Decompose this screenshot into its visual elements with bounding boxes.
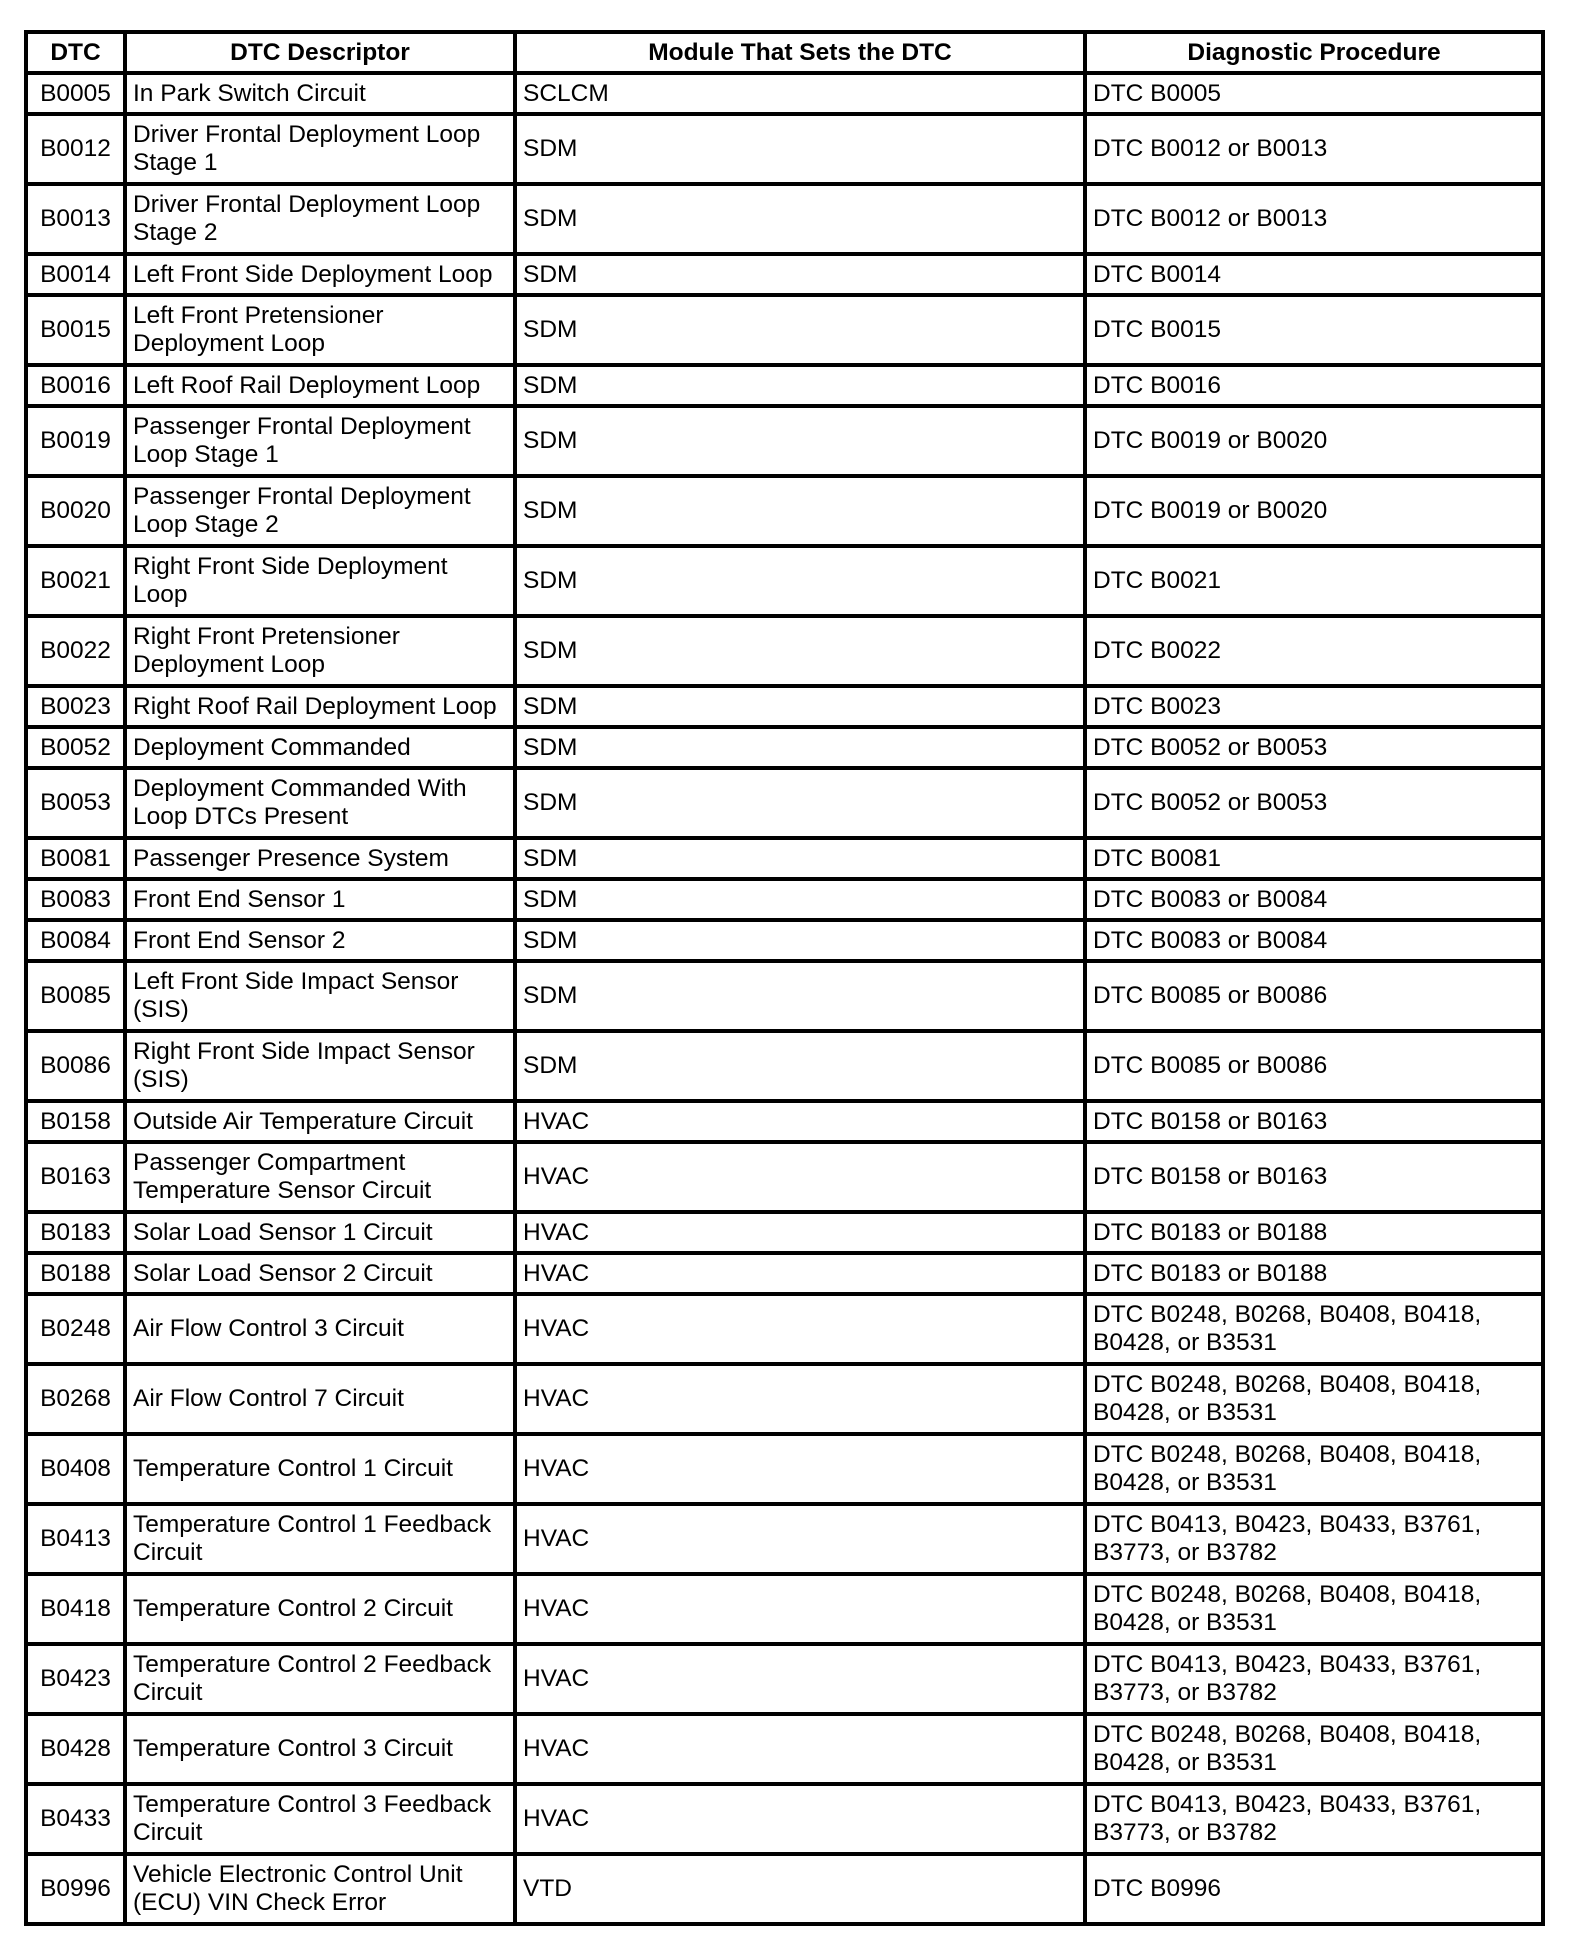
- module-cell: SDM: [515, 616, 1085, 686]
- table-row: [26, 1031, 1543, 1101]
- diagnostic-procedure-cell: DTC B0158 or B0163: [1085, 1101, 1543, 1142]
- module-cell: SDM: [515, 365, 1085, 406]
- module-cell: SDM: [515, 920, 1085, 961]
- dtc-code-cell: B0158: [26, 1101, 125, 1142]
- dtc-code-cell: B0019: [26, 406, 125, 476]
- module-cell: HVAC: [515, 1364, 1085, 1434]
- dtc-descriptor-cell: Vehicle Electronic Control Unit (ECU) VIN Check Error: [125, 1854, 515, 1924]
- dtc-code-cell: B0423: [26, 1644, 125, 1714]
- dtc-code-cell: B0013: [26, 184, 125, 254]
- diagnostic-procedure-cell: DTC B0248, B0268, B0408, B0418, B0428, or B3531: [1085, 1714, 1543, 1784]
- diagnostic-procedure-cell: DTC B0413, B0423, B0433, B3761, B3773, or B3782: [1085, 1784, 1543, 1854]
- module-cell: HVAC: [515, 1212, 1085, 1253]
- module-cell: HVAC: [515, 1504, 1085, 1574]
- table-row: [26, 1294, 1543, 1364]
- module-cell: HVAC: [515, 1294, 1085, 1364]
- dtc-descriptor-cell: Air Flow Control 3 Circuit: [125, 1294, 515, 1364]
- module-cell: VTD: [515, 1854, 1085, 1924]
- dtc-descriptor-cell: Passenger Frontal Deployment Loop Stage 2: [125, 476, 515, 546]
- dtc-code-cell: B0081: [26, 838, 125, 879]
- dtc-descriptor-cell: Solar Load Sensor 2 Circuit: [125, 1253, 515, 1294]
- module-cell: HVAC: [515, 1644, 1085, 1714]
- module-cell: SDM: [515, 295, 1085, 365]
- dtc-descriptor-cell: In Park Switch Circuit: [125, 73, 515, 114]
- diagnostic-procedure-cell: DTC B0248, B0268, B0408, B0418, B0428, or B3531: [1085, 1574, 1543, 1644]
- diagnostic-procedure-cell: DTC B0081: [1085, 838, 1543, 879]
- module-cell: SDM: [515, 406, 1085, 476]
- dtc-code-cell: B0996: [26, 1854, 125, 1924]
- table-row: [26, 768, 1543, 838]
- header-descriptor: DTC Descriptor: [125, 32, 515, 73]
- module-cell: SDM: [515, 114, 1085, 184]
- table-row: [26, 406, 1543, 476]
- table-row: [26, 1253, 1543, 1294]
- diagnostic-procedure-cell: DTC B0183 or B0188: [1085, 1253, 1543, 1294]
- module-cell: SDM: [515, 727, 1085, 768]
- dtc-descriptor-cell: Driver Frontal Deployment Loop Stage 2: [125, 184, 515, 254]
- module-cell: SDM: [515, 476, 1085, 546]
- dtc-descriptor-cell: Outside Air Temperature Circuit: [125, 1101, 515, 1142]
- table-row: [26, 73, 1543, 114]
- diagnostic-procedure-cell: DTC B0248, B0268, B0408, B0418, B0428, or B3531: [1085, 1434, 1543, 1504]
- diagnostic-procedure-cell: DTC B0083 or B0084: [1085, 920, 1543, 961]
- table-row: [26, 1784, 1543, 1854]
- module-cell: SDM: [515, 768, 1085, 838]
- table-row: [26, 1101, 1543, 1142]
- diagnostic-procedure-cell: DTC B0413, B0423, B0433, B3761, B3773, or B3782: [1085, 1504, 1543, 1574]
- diagnostic-procedure-cell: DTC B0085 or B0086: [1085, 961, 1543, 1031]
- diagnostic-procedure-cell: DTC B0016: [1085, 365, 1543, 406]
- table-row: [26, 1434, 1543, 1504]
- diagnostic-procedure-cell: DTC B0248, B0268, B0408, B0418, B0428, or B3531: [1085, 1294, 1543, 1364]
- diagnostic-procedure-cell: DTC B0052 or B0053: [1085, 727, 1543, 768]
- table-row: [26, 961, 1543, 1031]
- dtc-code-cell: B0052: [26, 727, 125, 768]
- dtc-code-cell: B0014: [26, 254, 125, 295]
- dtc-descriptor-cell: Deployment Commanded With Loop DTCs Present: [125, 768, 515, 838]
- dtc-code-cell: B0248: [26, 1294, 125, 1364]
- header-row: [26, 32, 1543, 73]
- dtc-code-cell: B0428: [26, 1714, 125, 1784]
- diagnostic-procedure-cell: DTC B0158 or B0163: [1085, 1142, 1543, 1212]
- diagnostic-procedure-cell: DTC B0052 or B0053: [1085, 768, 1543, 838]
- table-row: [26, 1644, 1543, 1714]
- table-row: [26, 114, 1543, 184]
- dtc-descriptor-cell: Passenger Frontal Deployment Loop Stage 1: [125, 406, 515, 476]
- dtc-descriptor-cell: Right Roof Rail Deployment Loop: [125, 686, 515, 727]
- dtc-code-cell: B0005: [26, 73, 125, 114]
- table-row: [26, 476, 1543, 546]
- module-cell: HVAC: [515, 1101, 1085, 1142]
- module-cell: SDM: [515, 961, 1085, 1031]
- diagnostic-procedure-cell: DTC B0019 or B0020: [1085, 406, 1543, 476]
- table-row: [26, 727, 1543, 768]
- module-cell: SDM: [515, 184, 1085, 254]
- dtc-descriptor-cell: Deployment Commanded: [125, 727, 515, 768]
- module-cell: SCLCM: [515, 73, 1085, 114]
- diagnostic-procedure-cell: DTC B0015: [1085, 295, 1543, 365]
- header-dtc: DTC: [26, 32, 125, 73]
- dtc-code-cell: B0408: [26, 1434, 125, 1504]
- dtc-descriptor-cell: Right Front Side Impact Sensor (SIS): [125, 1031, 515, 1101]
- table-row: [26, 1714, 1543, 1784]
- module-cell: HVAC: [515, 1574, 1085, 1644]
- module-cell: SDM: [515, 686, 1085, 727]
- module-cell: SDM: [515, 879, 1085, 920]
- module-cell: SDM: [515, 1031, 1085, 1101]
- dtc-descriptor-cell: Right Front Side Deployment Loop: [125, 546, 515, 616]
- dtc-descriptor-cell: Passenger Compartment Temperature Sensor Circuit: [125, 1142, 515, 1212]
- dtc-descriptor-cell: Left Roof Rail Deployment Loop: [125, 365, 515, 406]
- dtc-code-cell: B0085: [26, 961, 125, 1031]
- dtc-code-cell: B0163: [26, 1142, 125, 1212]
- dtc-code-cell: B0188: [26, 1253, 125, 1294]
- diagnostic-procedure-cell: DTC B0022: [1085, 616, 1543, 686]
- table-row: [26, 254, 1543, 295]
- diagnostic-procedure-cell: DTC B0021: [1085, 546, 1543, 616]
- dtc-descriptor-cell: Front End Sensor 1: [125, 879, 515, 920]
- table-body: [26, 73, 1543, 1924]
- dtc-descriptor-cell: Driver Frontal Deployment Loop Stage 1: [125, 114, 515, 184]
- dtc-descriptor-cell: Temperature Control 3 Feedback Circuit: [125, 1784, 515, 1854]
- dtc-code-cell: B0053: [26, 768, 125, 838]
- dtc-code-cell: B0015: [26, 295, 125, 365]
- diagnostic-procedure-cell: DTC B0083 or B0084: [1085, 879, 1543, 920]
- table-row: [26, 616, 1543, 686]
- diagnostic-procedure-cell: DTC B0183 or B0188: [1085, 1212, 1543, 1253]
- module-cell: HVAC: [515, 1253, 1085, 1294]
- table-row: [26, 1574, 1543, 1644]
- table-row: [26, 1854, 1543, 1924]
- dtc-descriptor-cell: Temperature Control 1 Feedback Circuit: [125, 1504, 515, 1574]
- table-row: [26, 365, 1543, 406]
- diagnostic-procedure-cell: DTC B0023: [1085, 686, 1543, 727]
- dtc-code-cell: B0083: [26, 879, 125, 920]
- diagnostic-procedure-cell: DTC B0014: [1085, 254, 1543, 295]
- diagnostic-procedure-cell: DTC B0012 or B0013: [1085, 114, 1543, 184]
- module-cell: HVAC: [515, 1784, 1085, 1854]
- diagnostic-procedure-cell: DTC B0413, B0423, B0433, B3761, B3773, or B3782: [1085, 1644, 1543, 1714]
- table-row: [26, 686, 1543, 727]
- dtc-code-cell: B0012: [26, 114, 125, 184]
- dtc-code-cell: B0086: [26, 1031, 125, 1101]
- module-cell: SDM: [515, 546, 1085, 616]
- diagnostic-procedure-cell: DTC B0005: [1085, 73, 1543, 114]
- dtc-code-cell: B0183: [26, 1212, 125, 1253]
- dtc-descriptor-cell: Left Front Side Deployment Loop: [125, 254, 515, 295]
- dtc-descriptor-cell: Temperature Control 2 Feedback Circuit: [125, 1644, 515, 1714]
- module-cell: HVAC: [515, 1434, 1085, 1504]
- table-row: [26, 546, 1543, 616]
- diagnostic-procedure-cell: DTC B0248, B0268, B0408, B0418, B0428, or B3531: [1085, 1364, 1543, 1434]
- dtc-code-cell: B0268: [26, 1364, 125, 1434]
- dtc-code-cell: B0016: [26, 365, 125, 406]
- dtc-code-cell: B0433: [26, 1784, 125, 1854]
- dtc-code-cell: B0084: [26, 920, 125, 961]
- table-row: [26, 295, 1543, 365]
- dtc-code-cell: B0022: [26, 616, 125, 686]
- dtc-descriptor-cell: Temperature Control 2 Circuit: [125, 1574, 515, 1644]
- dtc-descriptor-cell: Passenger Presence System: [125, 838, 515, 879]
- dtc-descriptor-cell: Left Front Side Impact Sensor (SIS): [125, 961, 515, 1031]
- header-module: Module That Sets the DTC: [515, 32, 1085, 73]
- dtc-code-cell: B0413: [26, 1504, 125, 1574]
- table-row: [26, 1212, 1543, 1253]
- table-row: [26, 1364, 1543, 1434]
- module-cell: HVAC: [515, 1142, 1085, 1212]
- dtc-code-cell: B0023: [26, 686, 125, 727]
- diagnostic-procedure-cell: DTC B0019 or B0020: [1085, 476, 1543, 546]
- table-row: [26, 1142, 1543, 1212]
- table-row: [26, 838, 1543, 879]
- dtc-descriptor-cell: Right Front Pretensioner Deployment Loop: [125, 616, 515, 686]
- dtc-code-cell: B0020: [26, 476, 125, 546]
- table-header: [26, 32, 1543, 73]
- table-row: [26, 920, 1543, 961]
- table-row: [26, 1504, 1543, 1574]
- diagnostic-procedure-cell: DTC B0996: [1085, 1854, 1543, 1924]
- dtc-descriptor-cell: Temperature Control 3 Circuit: [125, 1714, 515, 1784]
- header-procedure: Diagnostic Procedure: [1085, 32, 1543, 73]
- dtc-code-cell: B0021: [26, 546, 125, 616]
- diagnostic-procedure-cell: DTC B0085 or B0086: [1085, 1031, 1543, 1101]
- dtc-code-cell: B0418: [26, 1574, 125, 1644]
- module-cell: SDM: [515, 254, 1085, 295]
- table-row: [26, 879, 1543, 920]
- dtc-descriptor-cell: Solar Load Sensor 1 Circuit: [125, 1212, 515, 1253]
- dtc-table: [24, 30, 1545, 1926]
- diagnostic-procedure-cell: DTC B0012 or B0013: [1085, 184, 1543, 254]
- dtc-descriptor-cell: Front End Sensor 2: [125, 920, 515, 961]
- dtc-descriptor-cell: Temperature Control 1 Circuit: [125, 1434, 515, 1504]
- table-row: [26, 184, 1543, 254]
- dtc-descriptor-cell: Left Front Pretensioner Deployment Loop: [125, 295, 515, 365]
- dtc-descriptor-cell: Air Flow Control 7 Circuit: [125, 1364, 515, 1434]
- module-cell: HVAC: [515, 1714, 1085, 1784]
- module-cell: SDM: [515, 838, 1085, 879]
